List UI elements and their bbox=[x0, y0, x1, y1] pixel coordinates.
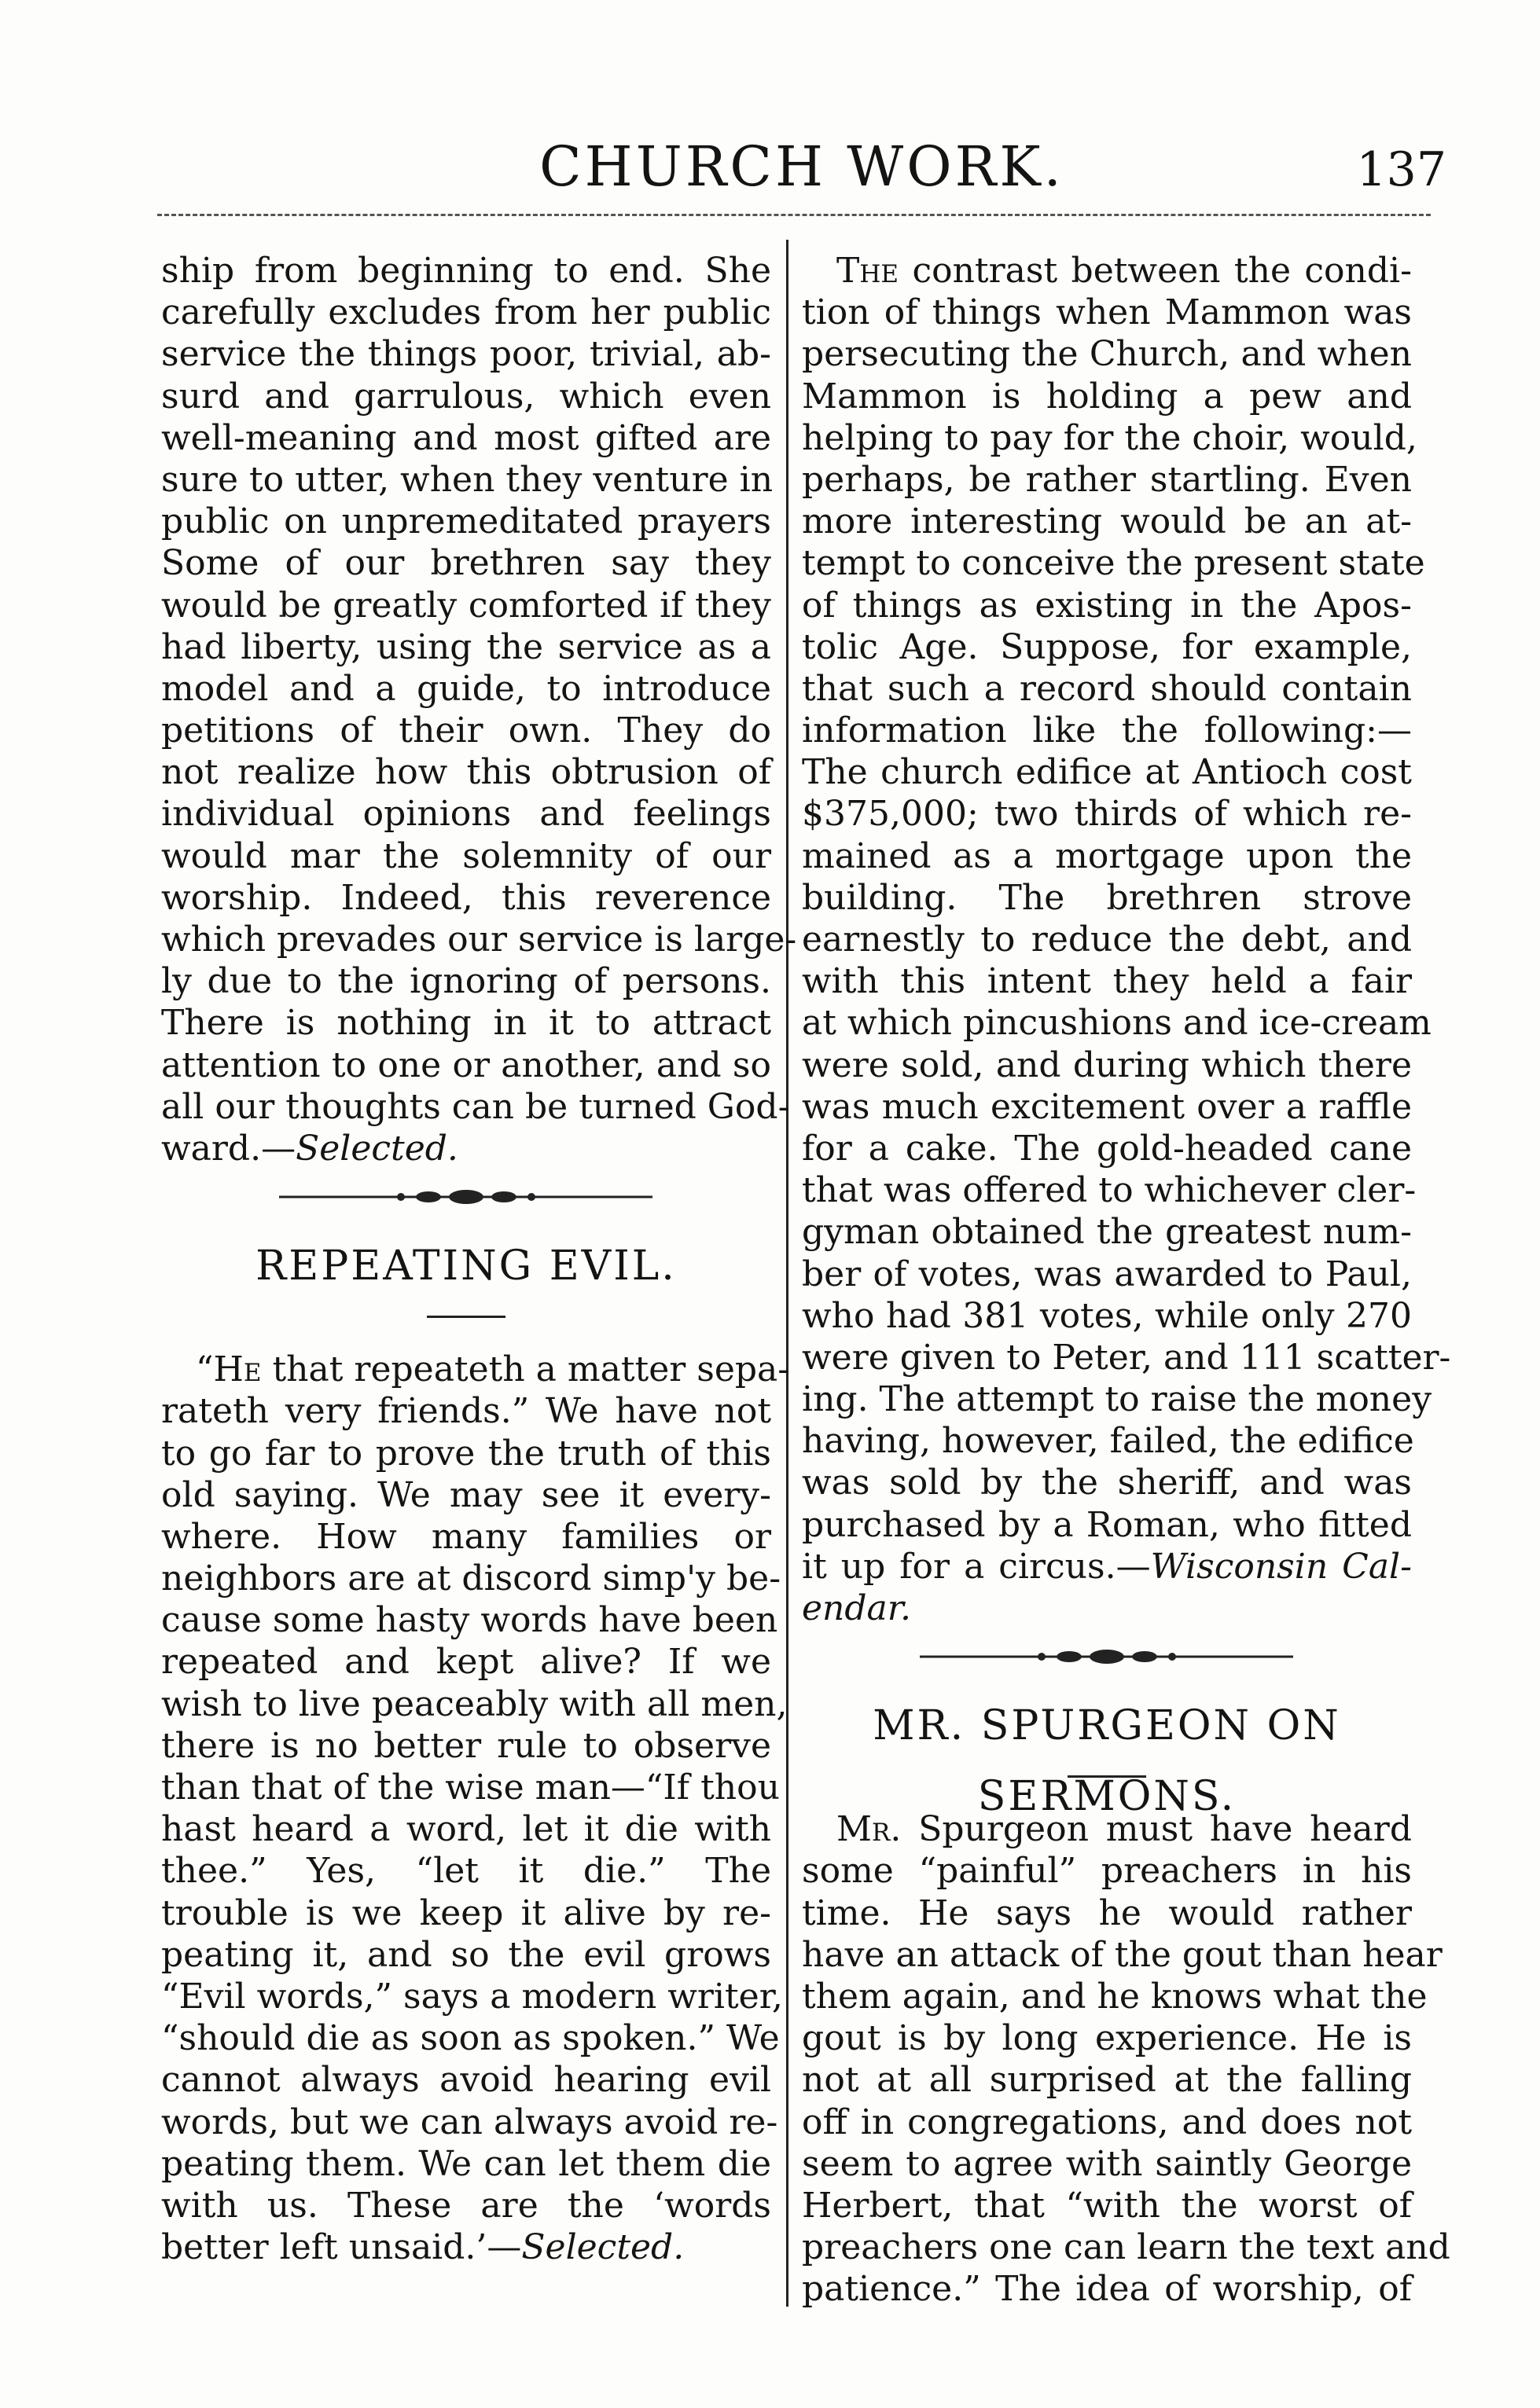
text-line: petitions of their own. They do bbox=[161, 710, 771, 751]
text-line: $375,000; two thirds of which re- bbox=[802, 794, 1412, 835]
text-line: trouble is we keep it alive by re- bbox=[161, 1892, 771, 1933]
text-line: it up for a circus.—Wisconsin Cal- bbox=[802, 1546, 1412, 1587]
text-line: for a cake. The gold-headed cane bbox=[802, 1128, 1412, 1169]
right-column bbox=[802, 250, 1451, 2310]
text-line: tolic Age. Suppose, for example, bbox=[802, 626, 1412, 667]
paragraph-repeating-evil bbox=[161, 1390, 788, 2226]
text-line: not realize how this obtrusion of bbox=[161, 752, 771, 793]
text-line: tempt to conceive the present state bbox=[802, 543, 1425, 584]
text-line: would be greatly comforted if they bbox=[161, 585, 771, 626]
text-line: which prevades our service is large- bbox=[161, 920, 797, 960]
page-number: 137 bbox=[1356, 142, 1446, 197]
left-column bbox=[161, 250, 797, 2268]
text-line: time. He says he would rather bbox=[802, 1892, 1412, 1933]
text-line: more interesting would be an at- bbox=[802, 501, 1412, 542]
text-line: at which pincushions and ice-cream bbox=[802, 1003, 1432, 1044]
source-attribution: Selected. bbox=[521, 2227, 685, 2268]
text-line: not at all surprised at the falling bbox=[802, 2060, 1412, 2101]
text-line: mained as a mortgage upon the bbox=[802, 835, 1412, 876]
text-line: peating them. We can let them die bbox=[161, 2143, 771, 2184]
text-line: perhaps, be rather startling. Even bbox=[802, 459, 1412, 500]
text-line: Some of our brethren say they bbox=[161, 543, 771, 584]
text-line: public on unpremeditated prayers bbox=[161, 501, 771, 542]
text-line: There is nothing in it to attract bbox=[161, 1003, 771, 1044]
text-line: The church edifice at Antioch cost bbox=[802, 752, 1412, 793]
text-line: them again, and he knows what the bbox=[802, 1976, 1428, 2017]
text-line: was sold by the sheriff, and was bbox=[802, 1463, 1412, 1503]
text-line: individual opinions and feelings bbox=[161, 794, 771, 835]
text-line: would mar the solemnity of our bbox=[161, 835, 771, 876]
text-line: “He that repeateth a matter sepa- bbox=[196, 1349, 790, 1390]
text-line: that was offered to whichever cler- bbox=[802, 1170, 1417, 1211]
text-line: carefully excludes from her public bbox=[161, 292, 771, 333]
text-line: service the things poor, trivial, ab- bbox=[161, 334, 771, 375]
text-line: of things as existing in the Apos- bbox=[802, 585, 1412, 626]
text-line: had liberty, using the service as a bbox=[161, 626, 771, 667]
short-rule bbox=[802, 1761, 1412, 1808]
text-line: Herbert, that “with the worst of bbox=[802, 2185, 1412, 2226]
paragraph-mammon bbox=[802, 292, 1451, 1546]
text-line: than that of the wise man—“If thou bbox=[161, 1767, 780, 1808]
text-line: surd and garrulous, which even bbox=[161, 376, 771, 417]
text-line: repeated and kept alive? If we bbox=[161, 1642, 771, 1683]
text-line: purchased by a Roman, who fitted bbox=[802, 1504, 1412, 1545]
source-attribution: endar. bbox=[802, 1588, 911, 1628]
text-line: there is no better rule to observe bbox=[161, 1725, 771, 1766]
text-line: Mr. Spurgeon must have heard bbox=[836, 1809, 1412, 1850]
source-attribution: Wisconsin Cal- bbox=[1150, 1546, 1412, 1587]
short-rule bbox=[161, 1301, 771, 1349]
section-heading-spurgeon: MR. SPURGEON ON SERMONS. bbox=[873, 1702, 1341, 1821]
source-attribution: Selected. bbox=[296, 1128, 458, 1169]
text-line: gout is by long experience. He is bbox=[802, 2018, 1412, 2059]
text-line: having, however, failed, the edifice bbox=[802, 1421, 1414, 1462]
paragraph-spurgeon bbox=[802, 1850, 1450, 2310]
text-line: all our thoughts can be turned God- bbox=[161, 1086, 790, 1127]
text-line: better left unsaid.’—Selected. bbox=[161, 2227, 685, 2268]
text-line: persecuting the Church, and when bbox=[802, 334, 1412, 375]
text-line: wish to live peaceably with all men, bbox=[161, 1683, 788, 1724]
text-line: model and a guide, to introduce bbox=[161, 668, 771, 709]
text-line: some “painful” preachers in his bbox=[802, 1851, 1412, 1892]
text-line: where. How many families or bbox=[161, 1516, 771, 1557]
ornamental-divider bbox=[161, 1169, 771, 1231]
section-heading-repeating-evil: REPEATING EVIL. bbox=[255, 1243, 677, 1290]
text-line: worship. Indeed, this reverence bbox=[161, 877, 771, 918]
text-line: words, but we can always avoid re- bbox=[161, 2101, 778, 2142]
text-line: “should die as soon as spoken.” We bbox=[161, 2018, 780, 2059]
text-line: rateth very friends.” We have not bbox=[161, 1391, 771, 1432]
text-line: peating it, and so the evil grows bbox=[161, 1934, 771, 1975]
text-line: that such a record should contain bbox=[802, 668, 1412, 709]
text-line: with this intent they held a fair bbox=[802, 961, 1412, 1002]
text-line: “Evil words,” says a modern writer, bbox=[161, 1976, 783, 2017]
text-line: thee.” Yes, “let it die.” The bbox=[161, 1851, 771, 1892]
text-line: off in congregations, and does not bbox=[802, 2101, 1412, 2142]
text-line: who had 381 votes, while only 270 bbox=[802, 1295, 1412, 1336]
text-line: have an attack of the gout than hear bbox=[802, 1934, 1443, 1975]
text-line: tion of things when Mammon was bbox=[802, 292, 1412, 333]
text-line: to go far to prove the truth of this bbox=[161, 1433, 771, 1474]
text-line: ber of votes, was awarded to Paul, bbox=[802, 1254, 1412, 1294]
text-line bbox=[802, 1588, 1412, 1629]
text-line: helping to pay for the choir, would, bbox=[802, 417, 1417, 458]
column-divider bbox=[786, 240, 788, 2307]
text-line: information like the following:— bbox=[802, 710, 1412, 751]
text-line: ly due to the ignoring of persons. bbox=[161, 961, 771, 1002]
text-line: ward.—Selected. bbox=[161, 1128, 458, 1169]
text-line: with us. These are the ‘words bbox=[161, 2185, 771, 2226]
text-line: Mammon is holding a pew and bbox=[802, 376, 1412, 417]
text-line: ship from beginning to end. She bbox=[161, 251, 771, 291]
text-line: were sold, and during which there bbox=[802, 1044, 1412, 1085]
text-line: patience.” The idea of worship, of bbox=[802, 2269, 1412, 2310]
running-title: CHURCH WORK. bbox=[539, 134, 1064, 199]
text-line: preachers one can learn the text and bbox=[802, 2227, 1450, 2268]
text-line: well-meaning and most gifted are bbox=[161, 417, 771, 458]
text-line: seem to agree with saintly George bbox=[802, 2143, 1412, 2184]
text-line: The contrast between the condi- bbox=[836, 251, 1412, 291]
text-line: hast heard a word, let it die with bbox=[161, 1809, 771, 1850]
text-line: attention to one or another, and so bbox=[161, 1044, 771, 1085]
text-line: sure to utter, when they venture in bbox=[161, 459, 774, 500]
header-rule bbox=[157, 214, 1431, 216]
text-line: earnestly to reduce the debt, and bbox=[802, 920, 1412, 960]
text-line: building. The brethren strove bbox=[802, 877, 1412, 918]
text-line: old saying. We may see it every- bbox=[161, 1474, 771, 1515]
text-line: were given to Peter, and 111 scatter- bbox=[802, 1337, 1451, 1378]
text-line: neighbors are at discord simp'y be- bbox=[161, 1558, 781, 1599]
ornamental-divider bbox=[802, 1629, 1412, 1690]
page-header bbox=[149, 126, 1454, 204]
text-line: was much excitement over a raffle bbox=[802, 1086, 1412, 1127]
paragraph-liturgy bbox=[161, 250, 797, 1128]
text-line: cannot always avoid hearing evil bbox=[161, 2060, 771, 2101]
text-line: ing. The attempt to raise the money bbox=[802, 1379, 1432, 1420]
text-line: gyman obtained the greatest num- bbox=[802, 1212, 1412, 1253]
text-line: cause some hasty words have been bbox=[161, 1600, 778, 1641]
